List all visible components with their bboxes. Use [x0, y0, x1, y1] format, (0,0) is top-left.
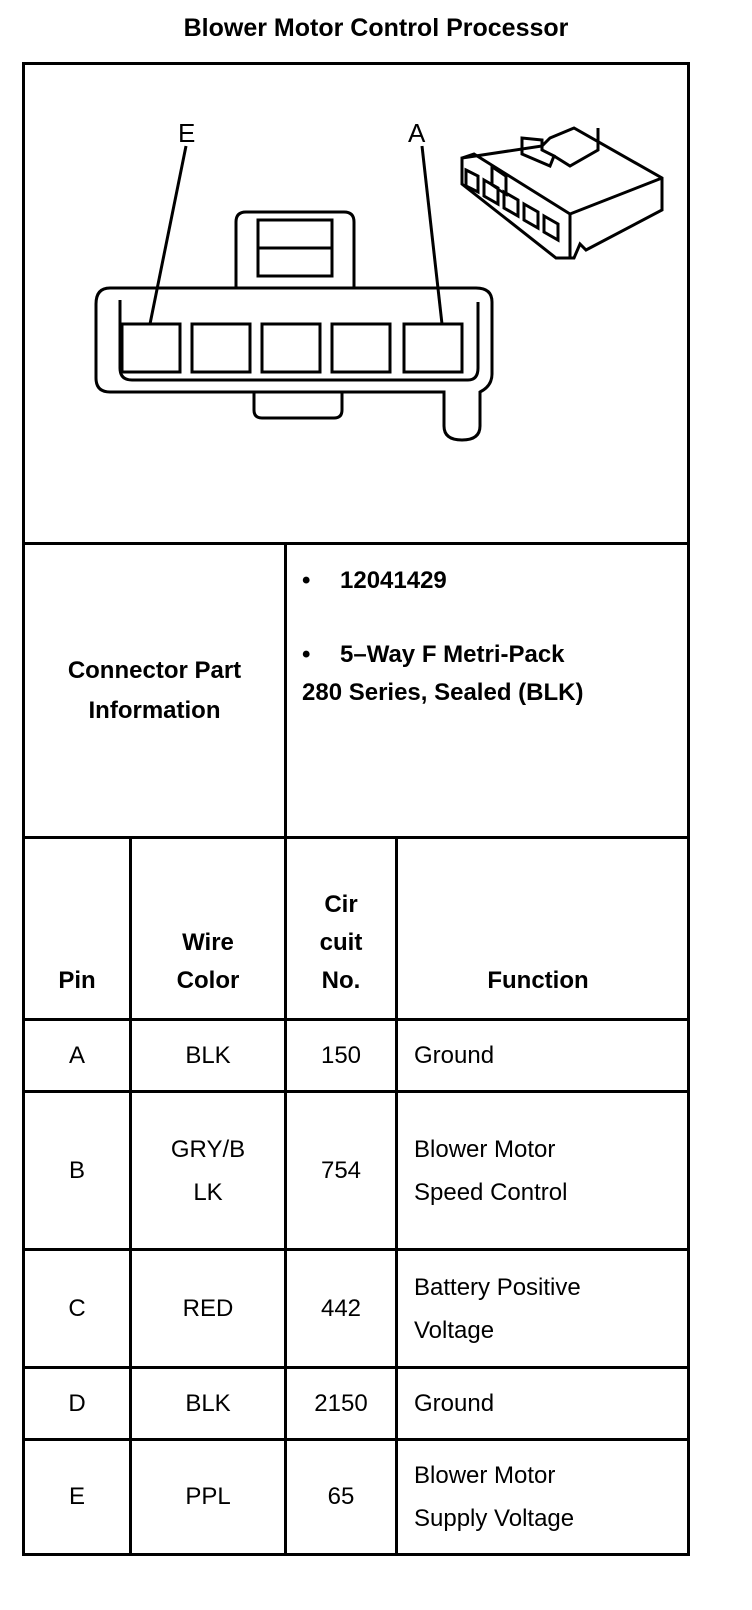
row-e-function: Blower Motor Supply Voltage	[414, 1462, 575, 1532]
description-line1: 5–Way F Metri-Pack	[340, 641, 565, 668]
row-e-circuit: 65	[327, 1483, 355, 1510]
row-d-function: Ground	[414, 1390, 495, 1417]
row-e-color: PPL	[185, 1483, 231, 1510]
part-number: 12041429	[340, 567, 447, 594]
header-wire-color: Wire Color	[176, 929, 240, 994]
divider-row-e	[22, 1553, 690, 1556]
connector-bottom-key	[254, 392, 342, 418]
row-b-function: Blower Motor Speed Control	[414, 1135, 568, 1206]
row-d-pin: D	[68, 1389, 86, 1417]
row-a-color: BLK	[185, 1041, 231, 1069]
terminal-cavity-a	[404, 324, 462, 372]
connector-inner-cavity	[120, 300, 478, 380]
row-a-pin: A	[68, 1041, 85, 1069]
leader-line-e	[150, 146, 186, 324]
row-c-function: Battery Positive Voltage	[414, 1273, 581, 1344]
pin-e-callout: E	[178, 118, 196, 148]
connector-info-label	[25, 545, 284, 836]
connector-isometric-icon	[462, 128, 662, 258]
row-c-pin: C	[68, 1294, 86, 1322]
row-d-color: BLK	[185, 1389, 231, 1417]
connector-info-details	[302, 562, 682, 712]
bullet-2: •	[302, 641, 311, 668]
description-line	[302, 636, 682, 674]
terminal-cavity-c	[262, 324, 320, 372]
header-circuit-no: Cir cuit No.	[319, 891, 363, 994]
bullet-1: •	[302, 567, 311, 594]
header-pin: Pin	[58, 967, 96, 994]
row-c-color: RED	[182, 1294, 234, 1322]
row-b-pin: B	[68, 1156, 85, 1184]
header-function: Function	[487, 967, 589, 994]
row-a-circuit: 150	[320, 1041, 362, 1069]
iso-terminal-windows	[466, 170, 558, 240]
row-b-color: GRY/B LK	[170, 1135, 246, 1206]
terminal-cavity-d	[192, 324, 250, 372]
leader-line-a	[422, 146, 442, 324]
terminal-cavity-e	[122, 324, 180, 372]
row-c-circuit: 442	[320, 1294, 362, 1322]
row-e-pin: E	[68, 1483, 85, 1510]
page-title: Blower Motor Control Processor	[183, 14, 569, 42]
row-d-circuit: 2150	[314, 1389, 368, 1417]
connector-diagram	[22, 62, 690, 542]
part-number-line	[302, 562, 682, 600]
connector-info-label-line1: Connector Part	[67, 656, 242, 684]
terminal-cavity-b	[332, 324, 390, 372]
pin-a-callout: A	[408, 118, 426, 148]
connector-info-label-line2: Information	[88, 696, 221, 724]
description-line2: 280 Series, Sealed (BLK)	[302, 679, 584, 706]
row-b-circuit: 754	[320, 1156, 362, 1184]
row-a-function: Ground	[414, 1042, 495, 1069]
